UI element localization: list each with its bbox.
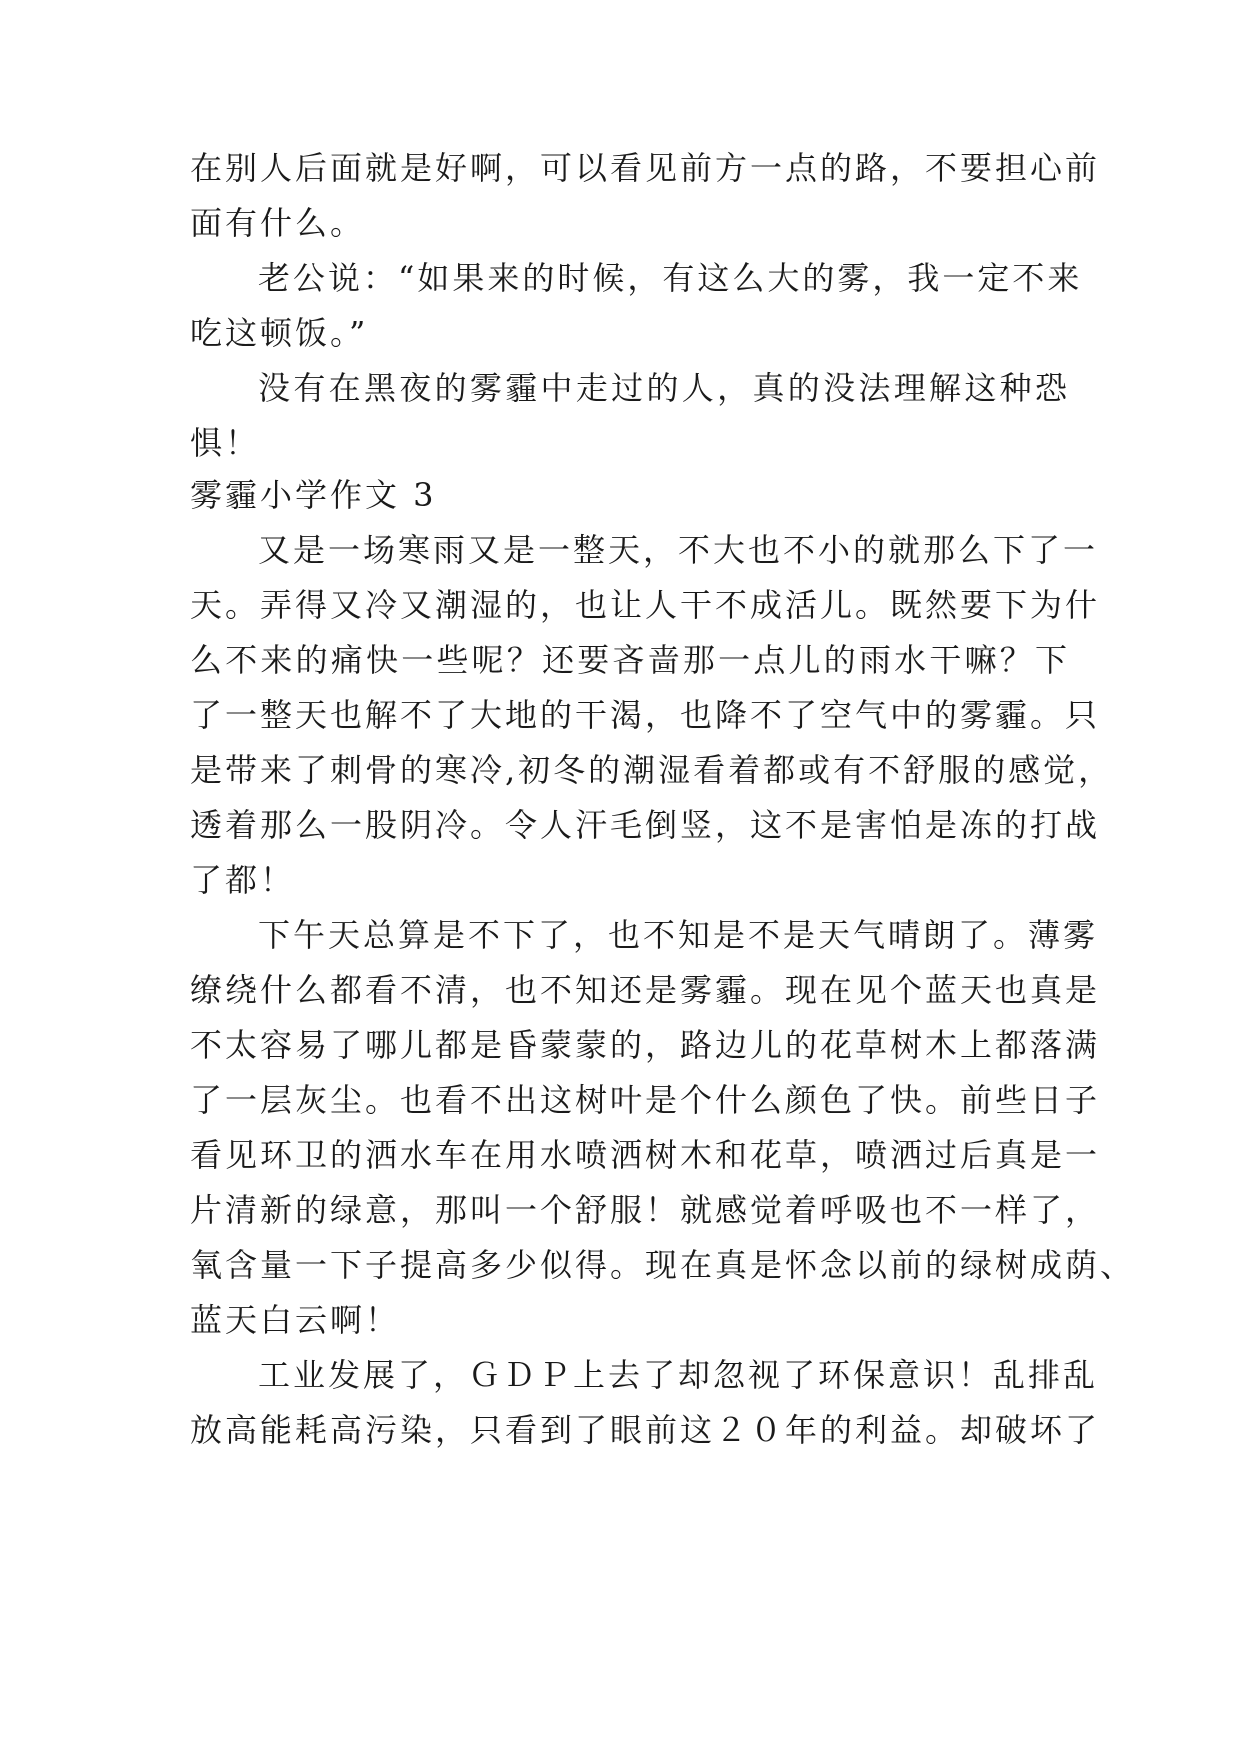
text-line: 老公说：“如果来的时候，有这么大的雾，我一定不来 [258,259,1083,297]
text-line: 下午天总算是不下了，也不知是不是天气晴朗了。薄雾 [258,916,1099,954]
text-line: 又是一场寒雨又是一整天，不大也不小的就那么下了一 [258,531,1099,569]
text-line: 工业发展了，ＧＤＰ上去了却忽视了环保意识！乱排乱 [258,1356,1099,1394]
section-heading: 雾霾小学作文 3 [190,476,437,514]
text-line: 氧含量一下子提高多少似得。现在真是怀念以前的绿树成荫、 [190,1246,1136,1284]
text-line: 看见环卫的洒水车在用水喷洒树木和花草，喷洒过后真是一 [190,1136,1101,1174]
text-line: 面有什么。 [190,204,366,242]
text-line: 在别人后面就是好啊，可以看见前方一点的路，不要担心前 [190,149,1101,187]
text-line: 不太容易了哪儿都是昏蒙蒙的，路边儿的花草树木上都落满 [190,1026,1101,1064]
text-line: 透着那么一股阴冷。令人汗毛倒竖，这不是害怕是冻的打战 [190,806,1101,844]
text-line: 了一层灰尘。也看不出这树叶是个什么颜色了快。前些日子 [190,1081,1101,1119]
text-line: 了都！ [190,861,296,899]
text-line: 天。弄得又冷又潮湿的，也让人干不成活儿。既然要下为什 [190,586,1101,624]
text-line: 没有在黑夜的雾霾中走过的人，真的没法理解这种恐 [258,369,1070,407]
text-line: 吃这顿饭。” [190,314,369,352]
text-line: 片清新的绿意，那叫一个舒服！就感觉着呼吸也不一样了， [190,1191,1101,1229]
text-line: 了一整天也解不了大地的干渴，也降不了空气中的雾霾。只 [190,696,1101,734]
text-line: 是带来了刺骨的寒冷,初冬的潮湿看着都或有不舒服的感觉， [190,751,1114,789]
text-line: 么不来的痛快一些呢？还要吝啬那一点儿的雨水干嘛？下 [190,641,1070,679]
text-line: 惧！ [190,424,261,462]
text-line: 蓝天白云啊！ [190,1301,401,1339]
text-line: 放高能耗高污染，只看到了眼前这２０年的利益。却破坏了 [190,1411,1101,1449]
text-line: 缭绕什么都看不清，也不知还是雾霾。现在见个蓝天也真是 [190,971,1101,1009]
